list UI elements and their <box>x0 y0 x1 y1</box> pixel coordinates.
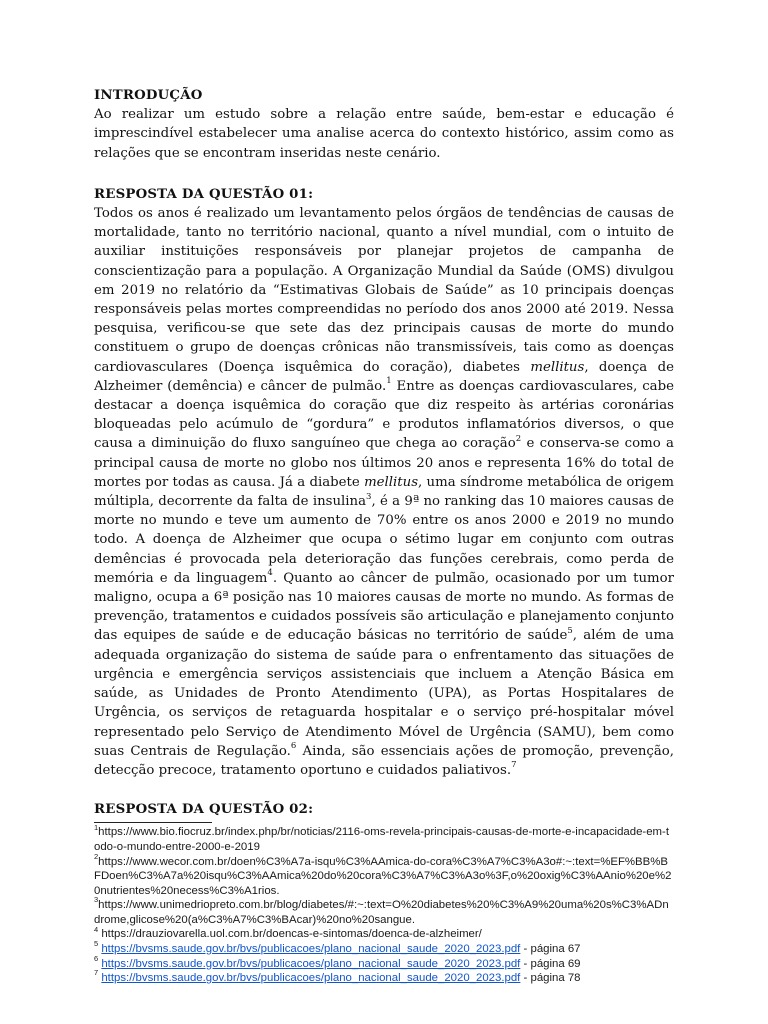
footnote-2 <box>94 851 674 899</box>
footnote-text: https://www.wecor.com.br/doen%C3%A7a-isqu%C3%AAmica-do-cora%C3%A7%C3%A3o#:~:text=%EF%BB%BFDoen%C3%A7a%20isqu%C3%AAmica%20do%20cora%C3%A7%C3%A3o%3F,o%20oxig%C3%AAnio%20e%20nutrientes%20necess%C3%A1rios. <box>94 855 672 897</box>
footnote-ref-5: 5 <box>567 626 573 637</box>
footnote-link[interactable]: https://bvsms.saude.gov.br/bvs/publicacoes/plano_nacional_saude_2020_2023.pdf <box>101 957 521 970</box>
answer-text: Todos os anos é realizado um levantamento pelos órgãos de tendências de causas de mortalidade, tanto no território nacional, quanto a nível mundial, com o intuito de auxiliar instituições responsáveis por planejar projetos de campanha de conscientização para a população. A Organização Mundial da Saúde (OMS) divulgou em 2019 no relatório da “Estimativas Globais de Saúde” as 10 principais doenças responsáveis pelas mortes compreendidas no período dos anos 2000 até 2019. Nessa pesquisa, verificou-se que sete das dez principais causas de morte do mundo constituem o grupo de doenças crônicas não transmissíveis, tais como as doenças cardiovasculares (Doença isquêmica do coração), diabetes <box>94 206 674 375</box>
footnote-number: 4 <box>94 924 99 934</box>
question-01-heading: RESPOSTA DA QUESTÃO 01: <box>94 186 314 202</box>
italic-term: mellitus <box>364 474 419 490</box>
answer-text: e conserva-se como a principal causa de morte no globo nos últimos 20 anos e representa 16% do total de mortes por todas as causa. Já a diabete <box>94 436 674 490</box>
footnote-5 <box>94 939 674 957</box>
footnote-text: https://drauziovarella.uol.com.br/doencas-e-sintomas/doenca-de-alzheimer/ <box>98 928 482 941</box>
answer-text: , além de uma adequada organização do sistema de saúde para o enfrentamento das situações de urgência e emergência serviços assistenciais que incluem a Atenção Básica em saúde, as Unidades de Pronto Atendimento (UPA), as Portas Hospitalares de Urgência, os serviços de retaguarda hospitalar e o serviço pré-hospitalar móvel representado pelo Serviço de Atendimento Móvel de Urgência (SAMU), bem como suas Centrais de Regulação. <box>94 628 675 759</box>
footnote-page: - página 69 <box>520 957 581 970</box>
footnote-4 <box>94 924 674 942</box>
footnote-7 <box>94 968 674 986</box>
footnote-number: 5 <box>94 939 99 949</box>
document-page <box>94 86 674 986</box>
answer-text: , doença de Alzheimer (demência) e câncer de pulmão. <box>94 359 674 394</box>
answer-text: Entre as doenças cardiovasculares, cabe destacar a doença isquêmica do coração que diz respeito às artérias coronárias bloqueadas pelo acúmulo de “gordura” e produtos inflamatórios diversos, o que causa a diminuição do fluxo sanguíneo que chega ao coração <box>94 378 674 452</box>
footnote-number: 3 <box>94 895 99 905</box>
footnote-ref-2: 2 <box>515 434 522 445</box>
footnote-link[interactable]: https://bvsms.saude.gov.br/bvs/publicacoes/plano_nacional_saude_2020_2023.pdf <box>101 943 521 956</box>
footnote-6 <box>94 953 674 972</box>
footnote-separator <box>94 822 212 823</box>
footnote-number: 1 <box>94 822 99 832</box>
footnote-3 <box>94 895 674 927</box>
answer-text: . Quanto ao câncer de pulmão, ocasionado por um tumor maligno, ocupa a 6ª posição nas 10 maiores causas de morte no mundo. As formas de prevenção, tratamentos e cuidados possíveis são articulação e planejamento conjunto das equipes de saúde e de educação básicas no território de saúde <box>94 570 674 644</box>
italic-term: mellitus <box>530 359 585 375</box>
footnote-page: - página 67 <box>520 943 581 956</box>
footnote-ref-3: 3 <box>366 491 372 502</box>
footnotes <box>94 822 674 986</box>
answer-text: Ainda, são essenciais ações de promoção, prevenção, detecção precoce, tratamento oportuno e cuidados paliativos. <box>94 743 674 778</box>
footnote-number: 7 <box>94 968 99 978</box>
footnote-link[interactable]: https://bvsms.saude.gov.br/bvs/publicacoes/plano_nacional_saude_2020_2023.pdf <box>101 972 521 985</box>
footnote-text: https://www.bio.fiocruz.br/index.php/br/noticias/2116-oms-revela-principais-causas-de-morte-e-incapacidade-em-todo-o-mundo-entre-2000-e-2019 <box>94 826 670 853</box>
intro-heading: INTRODUÇÃO <box>94 88 203 103</box>
footnote-ref-1: 1 <box>386 376 392 387</box>
answer-text: , uma síndrome metabólica de origem múltipla, decorrente da falta de insulina <box>94 474 674 510</box>
footnote-number: 6 <box>94 953 99 963</box>
footnote-text: https://www.unimedriopreto.com.br/blog/diabetes/#:~:text=O%20diabetes%20%C3%A9%20uma%20s%C3%ADndrome,glicose%20(a%C3%A7%C3%BAcar)%20no%20sangue. <box>94 899 669 926</box>
footnote-number: 2 <box>94 851 99 861</box>
answer-text: , é a 9ª no ranking das 10 maiores causas de morte no mundo e teve um aumento de 70% entre os anos 2000 e 2019 no mundo todo. A doença de Alzheimer que ocupa o sétimo lugar em conjunto com outras demências é provocada pela deterioração das funções cerebrais, como perda de memória e da linguagem <box>94 494 674 586</box>
footnote-1 <box>94 822 674 854</box>
footnote-page: - página 78 <box>520 972 581 985</box>
footnote-ref-6: 6 <box>290 741 297 752</box>
footnote-ref-7: 7 <box>511 760 517 771</box>
footnote-ref-4: 4 <box>267 568 273 579</box>
intro-paragraph: Ao realizar um estudo sobre a relação entre saúde, bem-estar e educação é imprescindível estabelecer uma analise acerca do contexto histórico, assim como as relações que se encontram inseridas neste cenário. <box>94 107 674 161</box>
question-02-heading: RESPOSTA DA QUESTÃO 02: <box>94 802 314 818</box>
question-01-answer <box>94 204 674 780</box>
